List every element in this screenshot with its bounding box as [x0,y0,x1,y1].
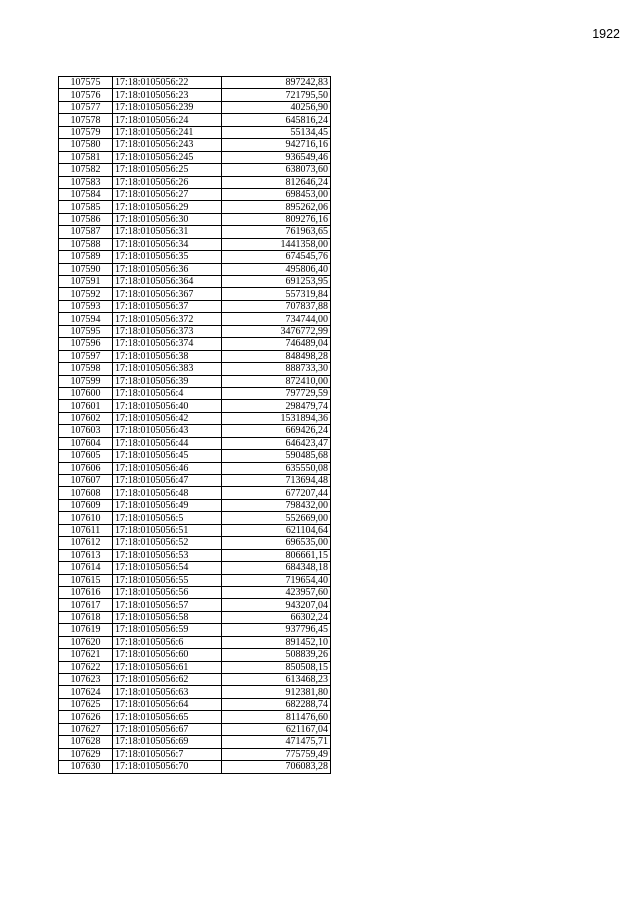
table-row [59,77,331,89]
cadastral-value-cell: 298479,74 [222,400,331,412]
table-row [59,325,331,337]
row-number-cell: 107589 [59,251,113,263]
table-row [59,475,331,487]
row-number-cell: 107606 [59,462,113,474]
cadastral-number-cell: 17:18:0105056:44 [113,437,222,449]
row-number-cell: 107582 [59,164,113,176]
cadastral-value-cell: 719654,40 [222,574,331,586]
cadastral-number-cell: 17:18:0105056:39 [113,375,222,387]
cadastral-value-cell: 721795,50 [222,89,331,101]
cadastral-value-cell: 888733,30 [222,363,331,375]
page-number: 1922 [592,27,620,41]
row-number-cell: 107610 [59,512,113,524]
cadastral-value-cell: 557319,84 [222,288,331,300]
cadastral-number-cell: 17:18:0105056:46 [113,462,222,474]
row-number-cell: 107584 [59,188,113,200]
cadastral-number-cell: 17:18:0105056:374 [113,338,222,350]
cadastral-number-cell: 17:18:0105056:67 [113,723,222,735]
cadastral-value-cell: 942716,16 [222,139,331,151]
table-row [59,89,331,101]
row-number-cell: 107624 [59,686,113,698]
cadastral-number-cell: 17:18:0105056:45 [113,450,222,462]
row-number-cell: 107615 [59,574,113,586]
row-number-cell: 107614 [59,562,113,574]
cadastral-value-cell: 713694,48 [222,475,331,487]
table-row [59,213,331,225]
cadastral-number-cell: 17:18:0105056:47 [113,475,222,487]
cadastral-value-cell: 806661,15 [222,549,331,561]
table-row [59,412,331,424]
cadastral-value-cell: 797729,59 [222,387,331,399]
table-row [59,188,331,200]
cadastral-value-cell: 66302,24 [222,611,331,623]
cadastral-number-cell: 17:18:0105056:25 [113,164,222,176]
row-number-cell: 107599 [59,375,113,387]
table-row [59,599,331,611]
cadastral-number-cell: 17:18:0105056:26 [113,176,222,188]
cadastral-number-cell: 17:18:0105056:239 [113,101,222,113]
cadastral-number-cell: 17:18:0105056:241 [113,126,222,138]
row-number-cell: 107603 [59,425,113,437]
table-row [59,611,331,623]
cadastral-number-cell: 17:18:0105056:62 [113,674,222,686]
table-row [59,251,331,263]
row-number-cell: 107597 [59,350,113,362]
table-row [59,151,331,163]
cadastral-value-cell: 707837,88 [222,300,331,312]
cadastral-number-cell: 17:18:0105056:245 [113,151,222,163]
row-number-cell: 107583 [59,176,113,188]
row-number-cell: 107617 [59,599,113,611]
table-row [59,238,331,250]
cadastral-number-cell: 17:18:0105056:53 [113,549,222,561]
cadastral-number-cell: 17:18:0105056:57 [113,599,222,611]
cadastral-value-cell: 3476772,99 [222,325,331,337]
cadastral-value-cell: 872410,00 [222,375,331,387]
table-row [59,624,331,636]
row-number-cell: 107585 [59,201,113,213]
cadastral-number-cell: 17:18:0105056:367 [113,288,222,300]
row-number-cell: 107613 [59,549,113,561]
row-number-cell: 107630 [59,761,113,773]
cadastral-number-cell: 17:18:0105056:243 [113,139,222,151]
cadastral-value-cell: 809276,16 [222,213,331,225]
row-number-cell: 107626 [59,711,113,723]
cadastral-value-cell: 891452,10 [222,636,331,648]
row-number-cell: 107600 [59,387,113,399]
cadastral-value-cell: 495806,40 [222,263,331,275]
cadastral-number-cell: 17:18:0105056:61 [113,661,222,673]
cadastral-value-cell: 684348,18 [222,562,331,574]
cadastral-number-cell: 17:18:0105056:64 [113,698,222,710]
table-row [59,761,331,773]
cadastral-number-cell: 17:18:0105056:23 [113,89,222,101]
cadastral-number-cell: 17:18:0105056:27 [113,188,222,200]
table-row [59,711,331,723]
table-row [59,300,331,312]
cadastral-number-cell: 17:18:0105056:70 [113,761,222,773]
table-row [59,437,331,449]
table-row [59,226,331,238]
cadastral-value-cell: 669426,24 [222,425,331,437]
cadastral-value-cell: 552669,00 [222,512,331,524]
table-row [59,636,331,648]
cadastral-number-cell: 17:18:0105056:40 [113,400,222,412]
table-row [59,723,331,735]
table-row [59,586,331,598]
row-number-cell: 107608 [59,487,113,499]
table-row [59,549,331,561]
row-number-cell: 107586 [59,213,113,225]
row-number-cell: 107577 [59,101,113,113]
cadastral-value-cell: 635550,08 [222,462,331,474]
table-row [59,487,331,499]
cadastral-value-cell: 943207,04 [222,599,331,611]
cadastral-number-cell: 17:18:0105056:34 [113,238,222,250]
table-row [59,387,331,399]
cadastral-number-cell: 17:18:0105056:65 [113,711,222,723]
table-body [59,77,331,774]
table-row [59,176,331,188]
cadastral-value-cell: 471475,71 [222,736,331,748]
table-row [59,425,331,437]
table-row [59,499,331,511]
cadastral-value-cell: 621104,64 [222,524,331,536]
cadastral-number-cell: 17:18:0105056:51 [113,524,222,536]
row-number-cell: 107609 [59,499,113,511]
cadastral-value-cell: 696535,00 [222,537,331,549]
cadastral-value-cell: 682288,74 [222,698,331,710]
row-number-cell: 107592 [59,288,113,300]
cadastral-number-cell: 17:18:0105056:22 [113,77,222,89]
table-row [59,400,331,412]
cadastral-value-cell: 590485,68 [222,450,331,462]
row-number-cell: 107576 [59,89,113,101]
row-number-cell: 107581 [59,151,113,163]
row-number-cell: 107580 [59,139,113,151]
cadastral-number-cell: 17:18:0105056:63 [113,686,222,698]
cadastral-value-cell: 423957,60 [222,586,331,598]
cadastral-value-cell: 746489,04 [222,338,331,350]
cadastral-number-cell: 17:18:0105056:35 [113,251,222,263]
table-row [59,574,331,586]
table-row [59,462,331,474]
cadastral-number-cell: 17:18:0105056:7 [113,748,222,760]
cadastral-number-cell: 17:18:0105056:54 [113,562,222,574]
table-row [59,450,331,462]
row-number-cell: 107629 [59,748,113,760]
row-number-cell: 107579 [59,126,113,138]
cadastral-number-cell: 17:18:0105056:42 [113,412,222,424]
row-number-cell: 107618 [59,611,113,623]
table-row [59,288,331,300]
cadastral-number-cell: 17:18:0105056:373 [113,325,222,337]
cadastral-number-cell: 17:18:0105056:383 [113,363,222,375]
table-row [59,748,331,760]
table-row [59,698,331,710]
table-row [59,350,331,362]
cadastral-value-cell: 1531894,36 [222,412,331,424]
cadastral-value-table [58,76,331,774]
row-number-cell: 107605 [59,450,113,462]
cadastral-value-cell: 937796,45 [222,624,331,636]
row-number-cell: 107607 [59,475,113,487]
table-row [59,674,331,686]
cadastral-value-cell: 621167,04 [222,723,331,735]
cadastral-value-cell: 40256,90 [222,101,331,113]
row-number-cell: 107590 [59,263,113,275]
cadastral-number-cell: 17:18:0105056:36 [113,263,222,275]
cadastral-value-cell: 912381,80 [222,686,331,698]
row-number-cell: 107596 [59,338,113,350]
row-number-cell: 107578 [59,114,113,126]
cadastral-number-cell: 17:18:0105056:49 [113,499,222,511]
cadastral-number-cell: 17:18:0105056:31 [113,226,222,238]
cadastral-value-cell: 677207,44 [222,487,331,499]
cadastral-value-cell: 645816,24 [222,114,331,126]
row-number-cell: 107620 [59,636,113,648]
row-number-cell: 107604 [59,437,113,449]
table-row [59,126,331,138]
row-number-cell: 107601 [59,400,113,412]
cadastral-value-cell: 698453,00 [222,188,331,200]
row-number-cell: 107623 [59,674,113,686]
table-row [59,661,331,673]
row-number-cell: 107602 [59,412,113,424]
cadastral-value-cell: 706083,28 [222,761,331,773]
cadastral-number-cell: 17:18:0105056:5 [113,512,222,524]
cadastral-number-cell: 17:18:0105056:52 [113,537,222,549]
cadastral-value-cell: 55134,45 [222,126,331,138]
row-number-cell: 107625 [59,698,113,710]
cadastral-number-cell: 17:18:0105056:24 [113,114,222,126]
table-row [59,686,331,698]
cadastral-number-cell: 17:18:0105056:55 [113,574,222,586]
cadastral-value-cell: 850508,15 [222,661,331,673]
cadastral-number-cell: 17:18:0105056:56 [113,586,222,598]
row-number-cell: 107575 [59,77,113,89]
cadastral-value-cell: 848498,28 [222,350,331,362]
table-row [59,375,331,387]
cadastral-value-cell: 691253,95 [222,276,331,288]
cadastral-number-cell: 17:18:0105056:6 [113,636,222,648]
row-number-cell: 107622 [59,661,113,673]
row-number-cell: 107627 [59,723,113,735]
table-row [59,276,331,288]
row-number-cell: 107594 [59,313,113,325]
table-row [59,164,331,176]
table-row [59,263,331,275]
cadastral-number-cell: 17:18:0105056:58 [113,611,222,623]
row-number-cell: 107612 [59,537,113,549]
cadastral-number-cell: 17:18:0105056:69 [113,736,222,748]
table-row [59,649,331,661]
row-number-cell: 107628 [59,736,113,748]
cadastral-value-cell: 638073,60 [222,164,331,176]
table-row [59,537,331,549]
cadastral-value-cell: 674545,76 [222,251,331,263]
cadastral-number-cell: 17:18:0105056:38 [113,350,222,362]
cadastral-value-cell: 761963,65 [222,226,331,238]
table-row [59,313,331,325]
cadastral-value-cell: 775759,49 [222,748,331,760]
cadastral-number-cell: 17:18:0105056:60 [113,649,222,661]
cadastral-value-cell: 613468,23 [222,674,331,686]
cadastral-number-cell: 17:18:0105056:4 [113,387,222,399]
cadastral-value-cell: 897242,83 [222,77,331,89]
cadastral-number-cell: 17:18:0105056:29 [113,201,222,213]
table-row [59,512,331,524]
cadastral-value-cell: 895262,06 [222,201,331,213]
row-number-cell: 107616 [59,586,113,598]
cadastral-value-cell: 812646,24 [222,176,331,188]
row-number-cell: 107591 [59,276,113,288]
cadastral-value-cell: 646423,47 [222,437,331,449]
cadastral-number-cell: 17:18:0105056:48 [113,487,222,499]
row-number-cell: 107595 [59,325,113,337]
cadastral-number-cell: 17:18:0105056:364 [113,276,222,288]
table-row [59,363,331,375]
cadastral-number-cell: 17:18:0105056:59 [113,624,222,636]
cadastral-number-cell: 17:18:0105056:372 [113,313,222,325]
cadastral-value-cell: 734744,00 [222,313,331,325]
cadastral-value-cell: 1441358,00 [222,238,331,250]
row-number-cell: 107588 [59,238,113,250]
cadastral-number-cell: 17:18:0105056:43 [113,425,222,437]
cadastral-value-cell: 936549,46 [222,151,331,163]
cadastral-value-cell: 508839,26 [222,649,331,661]
table-row [59,524,331,536]
cadastral-number-cell: 17:18:0105056:30 [113,213,222,225]
cadastral-number-cell: 17:18:0105056:37 [113,300,222,312]
row-number-cell: 107598 [59,363,113,375]
row-number-cell: 107593 [59,300,113,312]
table-row [59,201,331,213]
table-row [59,139,331,151]
table-row [59,101,331,113]
row-number-cell: 107621 [59,649,113,661]
cadastral-value-cell: 798432,00 [222,499,331,511]
row-number-cell: 107619 [59,624,113,636]
table-row [59,114,331,126]
cadastral-value-cell: 811476,60 [222,711,331,723]
table-row [59,562,331,574]
table-row [59,338,331,350]
row-number-cell: 107587 [59,226,113,238]
table-row [59,736,331,748]
row-number-cell: 107611 [59,524,113,536]
